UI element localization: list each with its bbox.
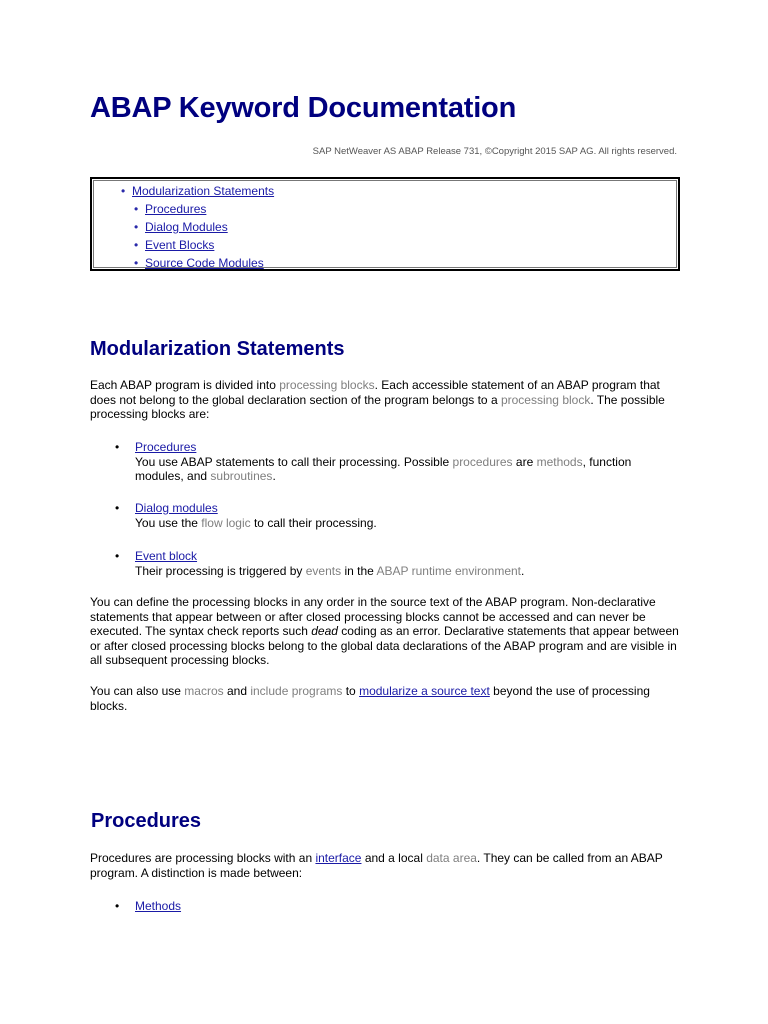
bullet-icon: • xyxy=(115,549,120,563)
page-title: ABAP Keyword Documentation xyxy=(90,92,517,124)
procedures-paragraph xyxy=(90,851,680,880)
toc-link-dialog-modules[interactable]: Dialog Modules xyxy=(145,220,228,234)
paragraph-processing-order xyxy=(90,595,680,668)
toc-link-source-code-modules[interactable]: Source Code Modules xyxy=(145,256,264,270)
paragraph-text: coding as an error. Declarative statements that appear between or after closed processing blocks belong to the global data declarations of the ABAP program and are visible in all subsequent processing blocks. xyxy=(90,624,679,668)
term-processing-block[interactable]: processing block xyxy=(500,392,591,407)
term-events[interactable]: events xyxy=(305,563,342,578)
paragraph-macros xyxy=(90,684,680,713)
paragraph-text: to xyxy=(342,684,360,698)
link-procedures[interactable]: Procedures xyxy=(135,440,197,454)
term-include-programs[interactable]: include programs xyxy=(250,684,343,698)
link-interface[interactable]: interface xyxy=(315,851,362,865)
term-flow-logic[interactable]: flow logic xyxy=(201,515,251,530)
term-macros[interactable]: macros xyxy=(184,684,224,698)
item-text: Their processing is triggered by xyxy=(135,563,306,578)
paragraph-text: Procedures are processing blocks with an xyxy=(90,851,316,865)
item-text: to call their processing. xyxy=(250,515,377,530)
table-of-contents xyxy=(90,177,680,271)
intro-paragraph xyxy=(90,378,680,422)
emphasis-dead: dead xyxy=(311,624,338,639)
item-text: . xyxy=(521,563,525,578)
paragraph-text: beyond the use of processing blocks. xyxy=(90,684,650,713)
bullet-icon: • xyxy=(115,899,120,913)
toc-link-modularization-statements[interactable]: Modularization Statements xyxy=(132,184,275,198)
toc-list xyxy=(132,182,274,272)
item-text: You use the xyxy=(135,515,202,530)
section-heading-procedures: Procedures xyxy=(91,810,202,832)
item-text: . xyxy=(272,469,276,484)
toc-link-event-blocks[interactable]: Event Blocks xyxy=(145,238,215,252)
toc-item-event-blocks xyxy=(145,236,274,254)
term-methods[interactable]: methods xyxy=(536,454,583,469)
paragraph-text: You can define the processing blocks in any order in the source text of the ABAP program. Non-declarative statements that appear between or after closed processing blocks cannot be accessed and can never be executed. The syntax check reports such xyxy=(90,595,656,639)
list-item-methods xyxy=(115,899,680,914)
list-item-procedures xyxy=(115,440,680,484)
toc-item-modularization xyxy=(132,182,274,272)
term-procedures[interactable]: procedures xyxy=(452,454,513,469)
link-event-block[interactable]: Event block xyxy=(135,549,198,563)
toc-item-source-code-modules xyxy=(145,254,274,272)
section-heading-modularization: Modularization Statements xyxy=(90,338,345,360)
copyright-text: SAP NetWeaver AS ABAP Release 731, ©Copyright 2015 SAP AG. All rights reserved. xyxy=(312,146,677,157)
toc-sublist xyxy=(145,200,274,272)
term-subroutines[interactable]: subroutines xyxy=(210,469,273,484)
toc-item-procedures xyxy=(145,200,274,218)
intro-text-3: . The possible processing blocks are: xyxy=(90,392,665,422)
paragraph-text: and a local xyxy=(361,851,427,865)
link-methods[interactable]: Methods xyxy=(135,899,182,913)
paragraph-text: You can also use xyxy=(90,684,185,698)
item-text: are xyxy=(512,454,537,469)
list-item-dialog-modules xyxy=(115,501,680,530)
intro-text-1: Each ABAP program is divided into xyxy=(90,378,280,392)
term-abap-runtime-environment[interactable]: ABAP runtime environment xyxy=(376,563,521,578)
bullet-icon: • xyxy=(115,440,120,454)
bullet-icon: • xyxy=(115,501,120,515)
toc-item-dialog-modules xyxy=(145,218,274,236)
toc-link-procedures[interactable]: Procedures xyxy=(145,202,207,216)
link-modularize-source-text[interactable]: modularize a source text xyxy=(359,684,490,698)
term-data-area[interactable]: data area xyxy=(426,851,477,865)
term-processing-blocks[interactable]: processing blocks xyxy=(279,378,375,392)
item-text: in the xyxy=(341,563,377,578)
paragraph-text: . They can be called from an ABAP program. A distinction is made between: xyxy=(90,851,663,880)
intro-text-2: . Each accessible statement of an ABAP program that does not belong to the global declaration section of the program belongs to a xyxy=(90,378,660,407)
list-item-event-block xyxy=(115,549,680,578)
link-dialog-modules[interactable]: Dialog modules xyxy=(135,501,218,515)
item-text: You use ABAP statements to call their processing. Possible xyxy=(135,454,453,469)
paragraph-text: and xyxy=(223,684,251,698)
item-text: , function modules, and xyxy=(135,454,632,484)
